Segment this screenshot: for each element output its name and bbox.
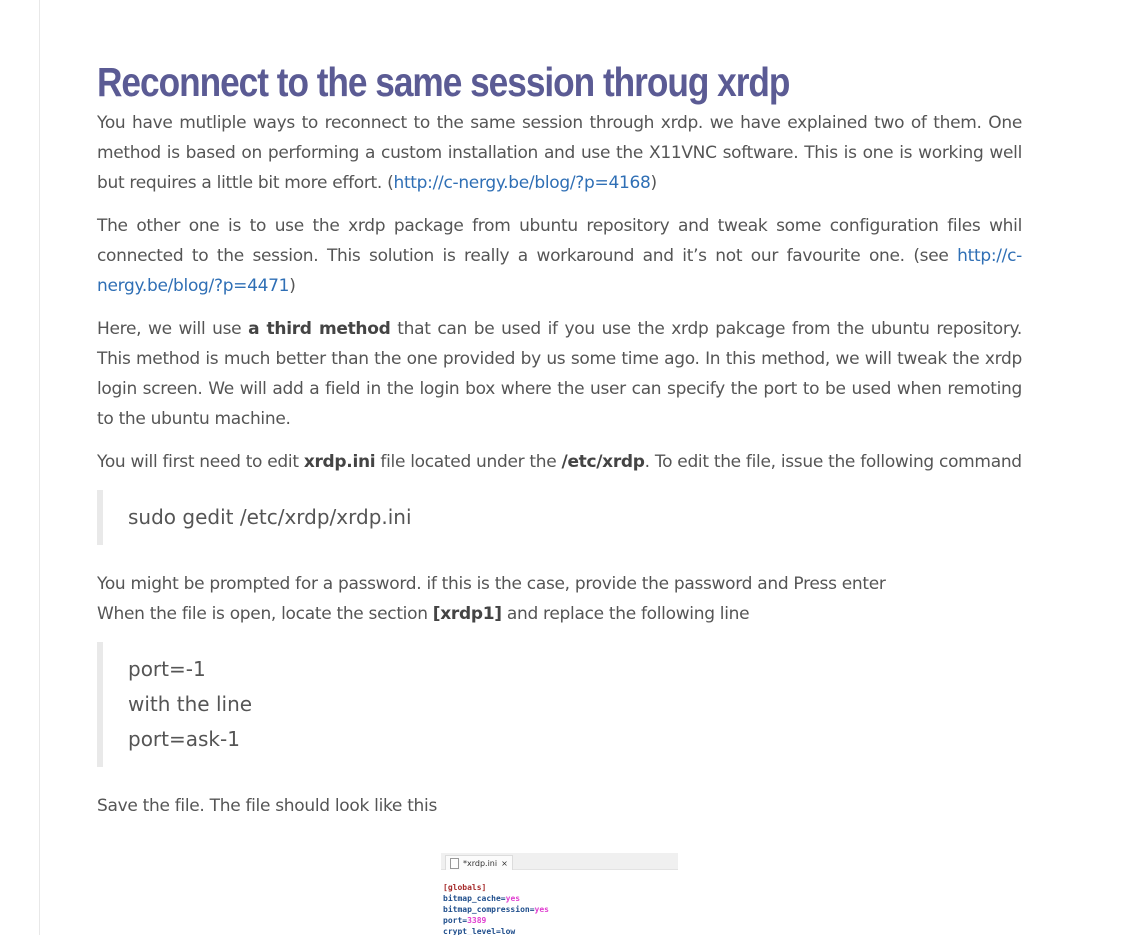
ini-key: crypt_level= — [443, 927, 501, 935]
filename-bold: xrdp.ini — [303, 452, 376, 472]
editor-content — [441, 870, 678, 935]
ini-key: bitmap_cache= — [443, 894, 506, 903]
ini-value: yes — [505, 894, 521, 903]
second-method-close-paren: ) — [289, 276, 296, 296]
ini-section-globals: [globals] — [443, 883, 487, 892]
ini-value: yes — [534, 905, 549, 914]
command-block-gedit — [97, 490, 1022, 545]
intro-text: You have mutliple ways to reconnect to the same session through xrdp. we have explained two of them. One method is based on performing a custom installation and use the X11VNC software. This is one is working well but requires a little bit more effort. ( — [97, 113, 1022, 193]
content-left-border — [39, 0, 40, 935]
ini-line-crypt-level — [443, 926, 678, 935]
link-post-4168[interactable]: http://c-nergy.be/blog/?p=4168 — [393, 173, 651, 193]
port-old-line: port=-1 — [128, 657, 206, 681]
document-icon — [450, 858, 459, 869]
article-title: Reconnect to the same session throug xrdp — [97, 59, 790, 105]
intro-paragraph — [97, 108, 1022, 198]
third-method-bold: a third method — [248, 319, 391, 339]
intro-close-paren: ) — [650, 173, 657, 193]
edit-text-a: You will first need to edit — [97, 452, 304, 472]
prompt-paragraph — [97, 569, 1022, 629]
ini-key: bitmap_compression= — [443, 905, 535, 914]
blog-article — [97, 56, 1022, 834]
edit-text-c: file located under the — [375, 452, 562, 472]
xrdp-ini-screenshot — [441, 853, 678, 935]
second-method-text: The other one is to use the xrdp package from ubuntu repository and tweak some configuration files whil connected to the session. This solution is really a workaround and it’s not our favourite one. (see — [97, 216, 1022, 266]
ini-line-bitmap-compression — [443, 904, 678, 915]
ini-value: 3389 — [467, 916, 487, 925]
editor-tab-bar — [441, 853, 678, 870]
locate-text-a: When the file is open, locate the section — [97, 604, 433, 624]
port-new-line: port=ask-1 — [128, 727, 240, 751]
command-block-port — [97, 642, 1022, 767]
close-icon: × — [501, 858, 508, 868]
directory-bold: /etc/xrdp — [561, 452, 645, 472]
link-post-4471[interactable]: http://c-nergy.be/blog/?p=4471 — [97, 246, 1022, 296]
third-method-text-b: that can be used if you use the xrdp pakcage from the ubuntu repository. This method is much better than the one provided by us some time ago. In this method, we will tweak the xrdp login screen. We will add a field in the login box where the user can specify the port to be used when remoting to the ubuntu machine. — [97, 319, 1022, 429]
ini-value: low — [500, 927, 516, 935]
editor-tab — [445, 855, 513, 870]
editor-tab-label: *xrdp.ini — [463, 858, 498, 868]
locate-text-c: and replace the following line — [501, 604, 750, 624]
ini-key: port= — [443, 916, 468, 925]
ini-line-bitmap-cache — [443, 893, 678, 904]
third-method-paragraph — [97, 314, 1022, 434]
prompt-line: You might be prompted for a password. if this is the case, provide the password and Press enter — [97, 574, 886, 594]
save-paragraph: Save the file. The file should look like this — [97, 796, 438, 816]
second-method-paragraph — [97, 211, 1022, 301]
third-method-text-a: Here, we will use — [97, 319, 249, 339]
command-gedit: sudo gedit /etc/xrdp/xrdp.ini — [128, 505, 412, 529]
section-bold: [xrdp1] — [432, 604, 502, 624]
edit-text-d: . To edit the file, issue the following command — [644, 452, 1022, 472]
ini-line-port — [443, 915, 678, 926]
edit-instruction-paragraph — [97, 447, 1022, 477]
with-the-line: with the line — [128, 692, 253, 716]
